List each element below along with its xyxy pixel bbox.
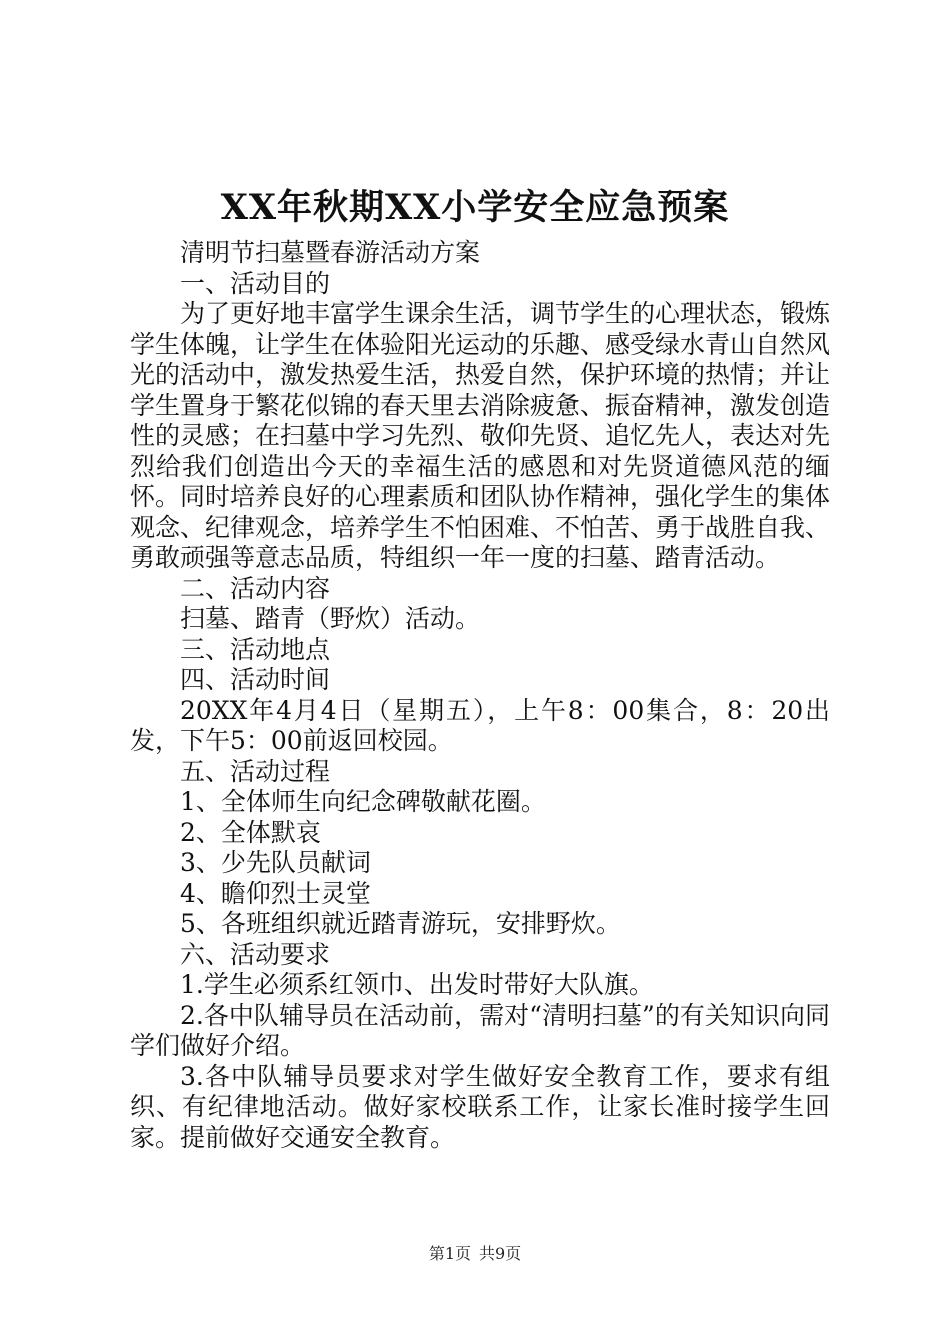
purpose-paragraph: 为了更好地丰富学生课余生活，调节学生的心理状态，锻炼学生体魄，让学生在体验阳光运动的乐趣、感受绿水青山自然风光的活动中，激发热爱生活，热爱自然，保护环境的热情；并让学生置身于繁花似锦的春天里去消除疲惫、振奋精神，激发创造性的灵感；在扫墓中学习先烈、敬仰先贤、追忆先人，表达对先烈给我们创造出今天的幸福生活的感恩和对先贤道德风范的缅怀。同时培养良好的心理素质和团队协作精神，强化学生的集体观念、纪律观念，培养学生不怕困难、不怕苦、勇于战胜自我、勇敢顽强等意志品质，特组织一年一度的扫墓、踏青活动。: [130, 299, 831, 572]
page-total: 共9页: [479, 1244, 522, 1263]
subtitle: 清明节扫墓暨春游活动方案: [180, 238, 481, 267]
section-heading-requirements: 六、活动要求: [180, 939, 331, 969]
process-item: 2、全体默哀: [180, 817, 321, 847]
requirement-item: 3.各中队辅导员要求对学生做好安全教育工作，要求有组织、有纪律地活动。做好家校联系工作，让家长准时接学生回家。提前做好交通安全教育。: [130, 1061, 830, 1152]
requirement-item: 2.各中队辅导员在活动前，需对“清明扫墓”的有关知识向同学们做好介绍。: [130, 1000, 830, 1060]
process-item: 5、各班组织就近踏青游玩，安排野炊。: [180, 909, 621, 938]
page-number: 第1页: [428, 1244, 471, 1263]
document-body: [130, 238, 830, 1153]
process-item: 1、全体师生向纪念碑敬献花圈。: [180, 787, 546, 816]
requirement-item: 1.学生必须系红领巾、出发时带好大队旗。: [180, 970, 654, 999]
content-paragraph: 扫墓、踏青（野炊）活动。: [180, 604, 481, 633]
section-heading-process: 五、活动过程: [180, 756, 331, 786]
section-heading-location: 三、活动地点: [180, 634, 331, 664]
section-heading-purpose: 一、活动目的: [180, 268, 331, 298]
process-item: 4、瞻仰烈士灵堂: [180, 878, 371, 908]
process-item: 3、少先队员献词: [180, 848, 371, 877]
time-paragraph: 20XX年4月4日（星期五），上午8：00集合，8：20出发，下午5：00前返回校园。: [130, 695, 830, 755]
page-footer: [0, 1242, 950, 1266]
document-title: XX年秋期XX小学安全应急预案: [220, 187, 730, 228]
section-heading-content: 二、活动内容: [180, 573, 331, 603]
section-heading-time: 四、活动时间: [180, 665, 331, 694]
